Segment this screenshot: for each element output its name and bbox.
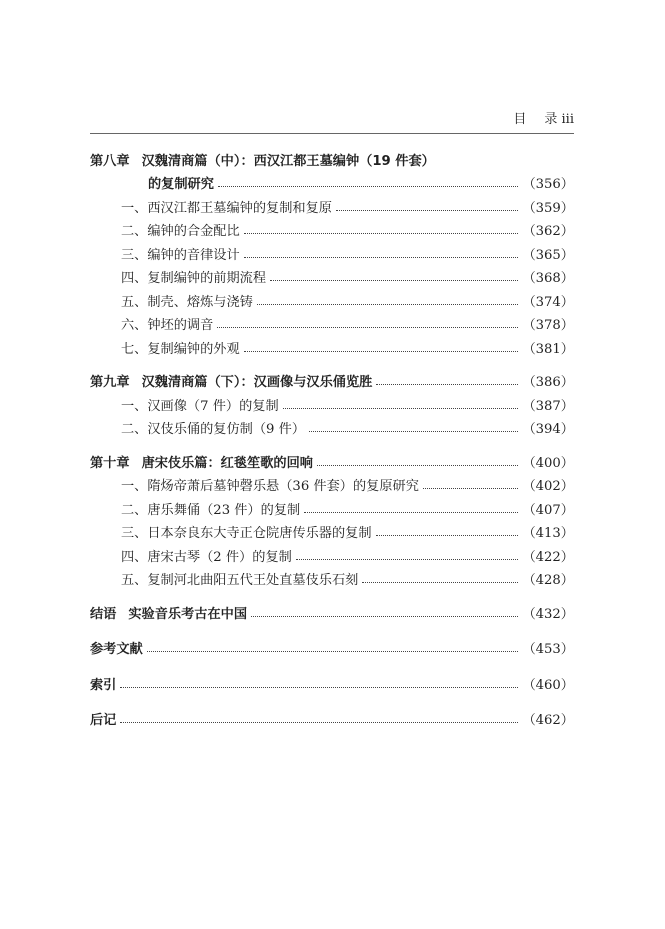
page-number: （381） — [522, 341, 574, 357]
page-number: （413） — [522, 526, 574, 541]
dot-leader — [217, 326, 518, 328]
page-number: （387） — [522, 398, 574, 414]
page-number: （422） — [522, 549, 574, 565]
toc-chapter-8[interactable] — [90, 145, 574, 169]
chapter-number: 第九章 — [90, 375, 130, 390]
page-number: （394） — [522, 422, 574, 437]
chapter-number: 第八章 — [90, 153, 130, 169]
dot-leader — [120, 721, 518, 723]
page-number: （462） — [522, 713, 574, 728]
page-number: （386） — [522, 375, 574, 390]
toc-section[interactable] — [90, 286, 574, 310]
page-number: （453） — [522, 642, 574, 657]
dot-leader — [296, 558, 519, 560]
toc-chapter-8-continued[interactable] — [90, 169, 574, 193]
toc-section[interactable] — [90, 518, 574, 542]
header-label-left: 目 — [513, 112, 527, 127]
dot-leader — [257, 303, 519, 305]
section-title: 五、复制河北曲阳五代王处直墓伎乐石刻 — [121, 573, 359, 588]
toc-index[interactable] — [90, 669, 574, 693]
page-number: （400） — [522, 455, 574, 471]
page-number: （460） — [522, 677, 574, 693]
dot-leader — [362, 581, 518, 583]
dot-leader — [120, 686, 518, 688]
header-rule — [90, 133, 574, 134]
chapter-title: 汉魏清商篇（中）：西汉江都王墓编钟（19 件套） — [141, 153, 435, 169]
dot-leader — [218, 185, 519, 187]
toc-section[interactable] — [90, 216, 574, 240]
toc-section[interactable] — [90, 471, 574, 495]
page-number: （378） — [522, 318, 574, 333]
toc-references[interactable] — [90, 634, 574, 658]
section-title: 五、制壳、熔炼与浇铸 — [121, 294, 253, 310]
dot-leader — [251, 615, 518, 617]
section-title: 七、复制编钟的外观 — [121, 341, 240, 357]
section-title: 六、钟坯的调音 — [121, 318, 214, 333]
dot-leader — [336, 209, 518, 211]
conclusion-label: 结语 — [90, 606, 117, 622]
chapter-number: 第十章 — [90, 455, 130, 471]
toc-section[interactable] — [90, 239, 574, 263]
page-number: （432） — [522, 606, 574, 622]
references-title: 参考文献 — [90, 642, 143, 657]
toc-chapter-10[interactable] — [90, 447, 574, 471]
section-title: 二、汉伎乐俑的复仿制（9 件） — [121, 422, 306, 437]
toc-section[interactable] — [90, 414, 574, 438]
toc-section[interactable] — [90, 333, 574, 357]
dot-leader — [304, 511, 518, 513]
page-number: （402） — [522, 479, 574, 494]
postscript-title: 后记 — [90, 713, 117, 728]
section-title: 四、唐宋古琴（2 件）的复制 — [121, 549, 292, 565]
page-number: （356） — [522, 177, 574, 192]
section-title: 四、复制编钟的前期流程 — [121, 271, 267, 286]
chapter-title-continued: 的复制研究 — [148, 177, 214, 192]
page-number: （368） — [522, 271, 574, 286]
dot-leader — [270, 279, 518, 281]
running-header — [90, 108, 574, 128]
dot-leader — [244, 232, 519, 234]
index-title: 索引 — [90, 677, 117, 693]
toc-section[interactable] — [90, 263, 574, 287]
page-number: （362） — [522, 224, 574, 239]
chapter-title: 汉魏清商篇（下）：汉画像与汉乐俑览胜 — [141, 375, 373, 390]
page-number: （407） — [522, 502, 574, 518]
dot-leader — [317, 464, 518, 466]
toc-section[interactable] — [90, 541, 574, 565]
dot-leader — [283, 407, 519, 409]
page-number: （359） — [522, 200, 574, 216]
section-title: 二、编钟的合金配比 — [121, 224, 240, 239]
section-title: 一、隋炀帝萧后墓钟磬乐悬（36 件套）的复原研究 — [121, 479, 419, 494]
dot-leader — [376, 383, 518, 385]
header-label-right: 录 — [544, 112, 558, 127]
section-title: 三、日本奈良东大寺正仓院唐传乐器的复制 — [121, 526, 372, 541]
chapter-title: 唐宋伎乐篇：红毯笙歌的回响 — [141, 455, 313, 471]
section-title: 二、唐乐舞俑（23 件）的复制 — [121, 502, 301, 518]
dot-leader — [244, 350, 519, 352]
dot-leader — [244, 256, 519, 258]
dot-leader — [147, 650, 519, 652]
toc-section[interactable] — [90, 192, 574, 216]
section-title: 三、编钟的音律设计 — [121, 247, 240, 263]
toc-chapter-9[interactable] — [90, 367, 574, 391]
dot-leader — [376, 534, 519, 536]
page-number: （365） — [522, 247, 574, 263]
toc-section[interactable] — [90, 310, 574, 334]
dot-leader — [309, 430, 518, 432]
section-title: 一、汉画像（7 件）的复制 — [121, 398, 279, 414]
conclusion-title: 实验音乐考古在中国 — [128, 606, 248, 622]
toc-section[interactable] — [90, 390, 574, 414]
toc-conclusion[interactable] — [90, 598, 574, 622]
toc-section[interactable] — [90, 565, 574, 589]
section-title: 一、西汉江都王墓编钟的复制和复原 — [121, 200, 332, 216]
toc-postscript[interactable] — [90, 705, 574, 729]
toc-section[interactable] — [90, 494, 574, 518]
header-page-number: iii — [561, 112, 574, 127]
table-of-contents — [90, 145, 574, 728]
dot-leader — [423, 487, 519, 489]
page-number: （374） — [522, 294, 574, 310]
page-number: （428） — [522, 573, 574, 588]
